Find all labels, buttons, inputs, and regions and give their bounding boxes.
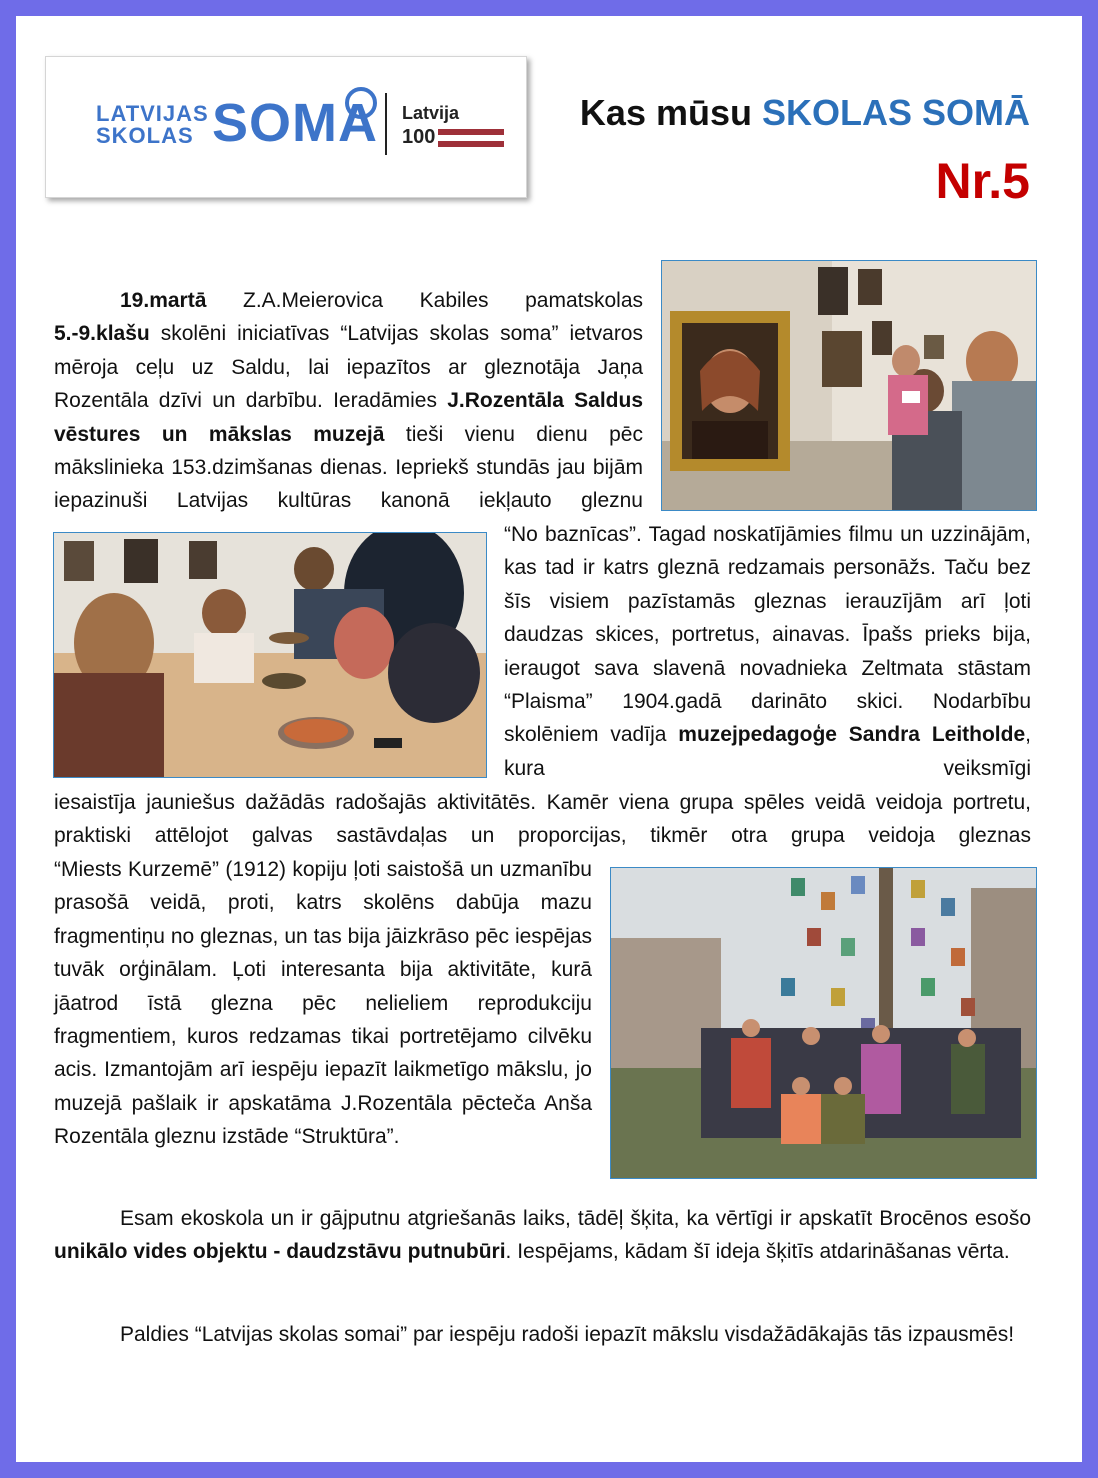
article-paragraph-1d: “Miests Kurzemē” (1912) kopiju ļoti saistošā un uzmanību prasošā veidā, proti, katrs skolēns dabūja mazu fragmentiņu no gleznas, un tas bija jāizkrāso pēc iespējas tuvāk orģinālam. Ļoti interesanta bija aktivitāte, kurā jāatrod īstā glezna pēc nelieliem reprodukciju fragmentiem, kuros redzamas tikai portretējamo cilvēku acis. Izmantojām arī iespēju iepazīt laikmetīgo mākslu, jo muzejā pašlaik ir apskatāma J.Rozentāla pēcteča Anša Rozentāla gleznu izstāde “Struktūra”.: [54, 858, 592, 1149]
logo-divider: [385, 93, 387, 155]
page-title: Kas mūsu SKOLAS SOMĀ: [579, 92, 1030, 133]
article-paragraph-1c: iesaistīja jauniešus dažādās radošajās aktivitātēs. Kamēr viena grupa spēles veidā veidoja portretu, praktiski attēlojot galvas sastāvdaļas un proporcijas, tikmēr otra grupa veidoja gleznas: [54, 791, 1031, 848]
article-paragraph-2: Esam ekoskola un ir gājputnu atgriešanās laiks, tādēļ šķita, ka vērtīgi ir apskatīt Brocēnos esošo unikālo vides objektu - daudzstāvu putnubūri. Iespējams, kādam šī ideja šķitīs atdarināšanas vērta.: [54, 1207, 1031, 1264]
flag-stripe-bottom: [438, 141, 504, 147]
logo-box: [45, 56, 527, 198]
logo-partner-name: Latvija: [402, 103, 460, 123]
logo-ring-icon: [345, 87, 377, 119]
logo-partner-number: 100: [402, 126, 436, 148]
photo-museum-portrait-image: [662, 261, 1036, 510]
students-group: [701, 1019, 1021, 1144]
newsletter-page: [16, 16, 1082, 1462]
page-title-highlight: SKOLAS SOMĀ: [761, 92, 1030, 133]
photo-workshop-table: [53, 532, 487, 778]
latvian-flag-icon: [438, 129, 504, 147]
article-paragraph-1a: 19.martā Z.A.Meierovica Kabiles pamatskolas 5.-9.klašu skolēni iniciatīvas “Latvijas skolas soma” ietvaros mēroja ceļu uz Saldu, lai iepazītos ar gleznotāja Jaņa Rozentāla dzīvi un darbību. Ieradāmies J.Rozentāla Saldus vēstures un mākslas muzejā tieši vienu dienu pēc mākslinieka 153.dzimšanas dienas. Iepriekš stundās jau bijām iepazinuši Latvijas kultūras kanonā iekļauto gleznu: [54, 289, 644, 513]
photo-museum-portrait: [661, 260, 1037, 511]
photo-workshop-table-image: [54, 533, 486, 777]
issue-number: Nr.5: [935, 153, 1030, 209]
photo-birdhouse-tree: [610, 867, 1037, 1179]
article-paragraph-1b: “No baznīcas”. Tagad noskatījāmies filmu un uzzinājām, kas tad ir katrs gleznā redzamais personāžs. Taču bez šīs visiem pazīstamās gleznas ierauzījām arī ļoti daudzas skices, portretus, ainavas. Īpašs prieks bija, ieraugot sava slavenā novadnieka Zeltmata stāstam “Plaisma” 1904.gadā darināto skici. Nodarbību skolēniem vadīja muzejpedagoģe Sandra Leitholde, kura veiksmīgi: [504, 523, 1031, 780]
article-paragraph-3: Paldies “Latvijas skolas somai” par iespēju radoši iepazīt mākslu visdažādākajās tās izpausmēs!: [120, 1323, 1015, 1346]
logo-wordmark-small: LATVIJAS SKOLAS: [96, 101, 209, 148]
logo-brand: SOMA: [212, 93, 378, 153]
photo-birdhouse-tree-image: [611, 868, 1036, 1178]
